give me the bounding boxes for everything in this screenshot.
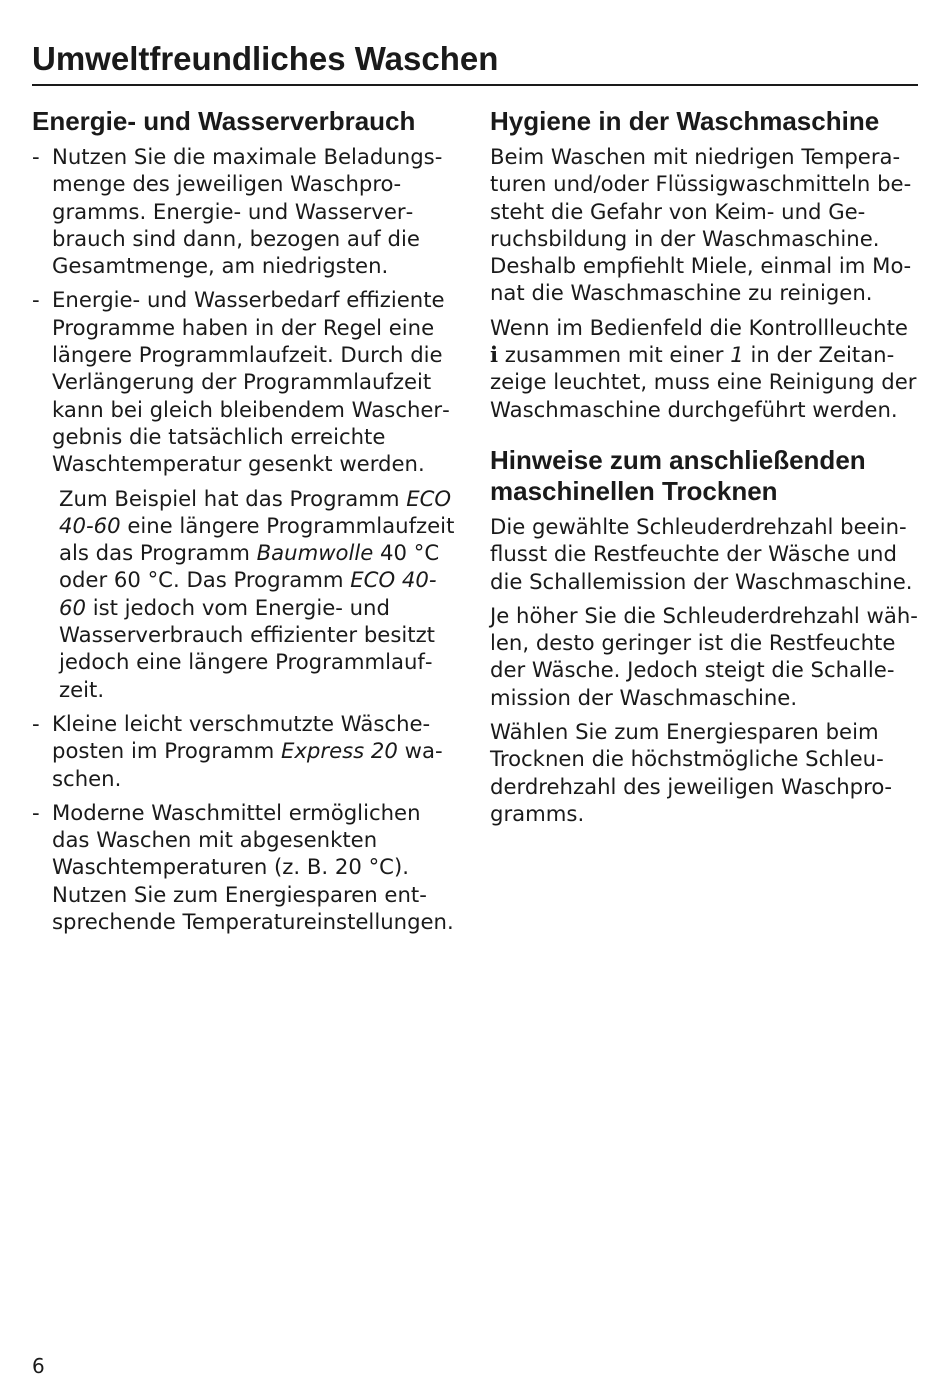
list-item xyxy=(32,799,462,935)
text-fragment: Zum Beispiel hat das Programm xyxy=(59,485,407,511)
section-heading-drying: Hinweise zum anschließenden maschinellen Trocknen xyxy=(490,444,866,506)
bullet-dash: - xyxy=(32,799,40,825)
program-name: Baumwolle xyxy=(256,540,374,566)
list-item-text: Energie- und Wasserbedarf effiziente Programme haben in der Regel eine längere Programmlaufzeit. Durch die Verlängerung der Programmlaufzeit kann bei gleich bleibendem Waschergebnis die tatsächlich erreichte Waschtemperatur gesenkt werden. xyxy=(52,287,450,477)
paragraph: Je höher Sie die Schleuderdrehzahl wählen, desto geringer ist die Restfeuchte der Wäsche. Jedoch steigt die Schallemission der Waschmaschine. xyxy=(490,602,918,710)
program-name: Express 20 xyxy=(281,738,398,764)
display-digit: 1 xyxy=(730,342,744,368)
paragraph xyxy=(490,314,920,423)
example-paragraph xyxy=(32,485,462,703)
text-fragment: waschen. xyxy=(52,738,443,791)
info-icon: i xyxy=(490,342,499,368)
paragraph: Beim Waschen mit niedrigen Temperaturen und/oder Flüssigwaschmitteln besteht die Gefahr von Keim- und Geruchsbildung in der Waschmaschine. Deshalb empfiehlt Miele, einmal im Monat die Waschmaschine zu reinigen. xyxy=(490,144,912,306)
list-item-text: Nutzen Sie die maximale Beladungsmenge des jeweiligen Waschprogramms. Energie- und Wasserverbrauch sind dann, bezogen auf die Gesamtmenge, am niedrigsten. xyxy=(52,144,443,279)
paragraph: Wählen Sie zum Energiesparen beim Trocknen die höchstmögliche Schleuderdrehzahl des jeweiligen Waschprogramms. xyxy=(490,719,892,826)
energy-water-content xyxy=(32,143,462,935)
page-number: 6 xyxy=(32,1354,45,1378)
list-item-text: Moderne Waschmittel ermöglichen das Waschen mit abgesenkten Waschtemperaturen (z. B. 20 °C). Nutzen Sie zum Energiesparen entsprechende Temperatureinstellungen. xyxy=(52,799,454,935)
bullet-dash: - xyxy=(32,144,40,169)
text-fragment: Wenn im Bedienfeld die Kontrollleuchte xyxy=(490,314,908,340)
hygiene-content xyxy=(490,143,920,423)
list-item xyxy=(32,710,462,792)
paragraph: Die gewählte Schleuderdrehzahl beeinflusst die Restfeuchte der Wäsche und die Schallemission der Waschmaschine. xyxy=(490,513,913,594)
program-name: ECO 40-60 xyxy=(59,567,437,620)
text-fragment: in der Zeitanzeige leuchtet, muss eine Reinigung der Waschmaschine durchgeführt werden. xyxy=(490,342,917,422)
list-item-text xyxy=(52,711,443,791)
page-title: Umweltfreundliches Waschen xyxy=(32,40,499,77)
drying-content xyxy=(490,513,920,827)
list-item xyxy=(32,143,462,279)
program-name: ECO 40-60 xyxy=(59,485,452,538)
right-column xyxy=(490,106,920,834)
title-divider xyxy=(32,84,918,86)
section-heading-energy-water: Energie- und Wasserverbrauch xyxy=(32,106,416,136)
text-fragment: Kleine leicht verschmutzte Wäscheposten im Programm xyxy=(52,710,431,764)
left-column xyxy=(32,106,462,942)
bullet-dash: - xyxy=(32,710,40,736)
text-fragment: 40 °C oder 60 °C. Das Programm xyxy=(59,540,440,593)
text-fragment: zusammen mit einer xyxy=(498,342,731,368)
text-fragment: ist jedoch vom Energie- und Wasserverbrauch effizienter besitzt jedoch eine längere Programmlaufzeit. xyxy=(59,594,435,702)
section-heading-hygiene: Hygiene in der Waschmaschine xyxy=(490,106,880,136)
bullet-dash: - xyxy=(32,287,40,313)
list-item xyxy=(32,286,462,477)
text-fragment: eine längere Programmlaufzeit als das Programm xyxy=(59,512,455,566)
